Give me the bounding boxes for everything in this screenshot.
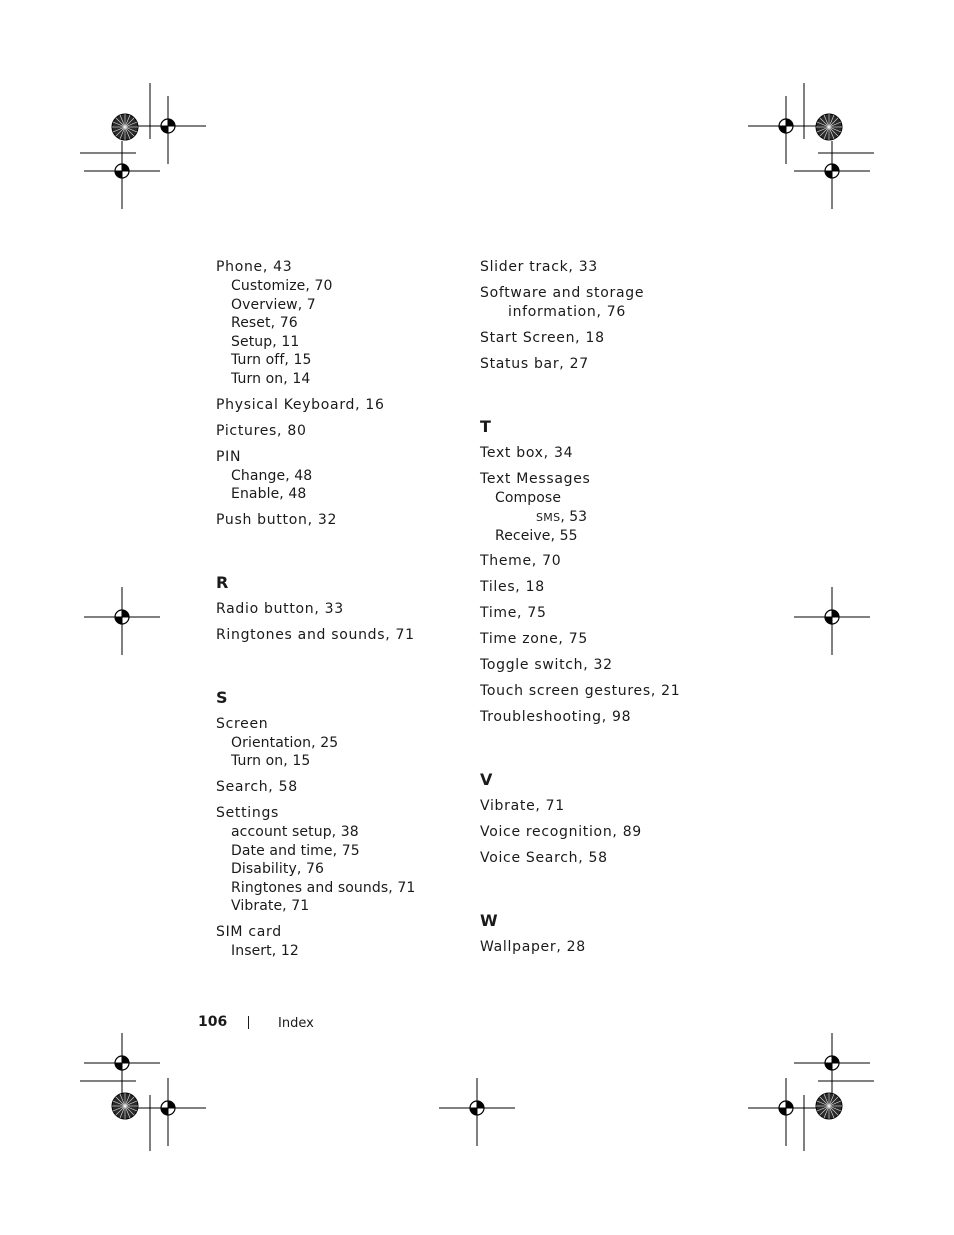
page-number: 106 — [198, 1014, 228, 1030]
index-subterm: Vibrate, 71 — [231, 898, 310, 915]
index-entry — [216, 626, 456, 645]
index-entry — [216, 258, 456, 389]
section-name: Index — [278, 1016, 314, 1031]
index-term: Touch screen gestures, 21 — [480, 683, 681, 700]
index-term: Time, 75 — [480, 605, 547, 622]
index-subterm: Change, 48 — [231, 467, 313, 484]
index-term: PIN — [216, 448, 242, 465]
index-term: Troubleshooting, 98 — [480, 709, 632, 726]
index-subterm: account setup, 38 — [231, 823, 359, 840]
index-term: Settings — [216, 804, 280, 821]
index-subterm: Overview, 7 — [231, 296, 316, 313]
index-subterm: Ringtones and sounds, 71 — [231, 879, 416, 896]
index-subsubterm — [480, 508, 740, 527]
index-subterm: Turn on, 15 — [231, 753, 311, 770]
index-term: Slider track, 33 — [480, 259, 598, 275]
index-entry — [216, 396, 456, 415]
index-term: Toggle switch, 32 — [480, 657, 613, 674]
index-entry — [216, 923, 456, 961]
index-entry — [480, 578, 740, 597]
index-entry — [216, 715, 456, 771]
index-entry — [480, 444, 740, 463]
index-section-letter: S — [216, 687, 228, 707]
index-entry — [480, 284, 740, 322]
index-term: Status bar, 27 — [480, 356, 589, 372]
index-term: Start Screen, 18 — [480, 330, 605, 346]
index-term: Text box, 34 — [480, 445, 574, 461]
index-term: Radio button, 33 — [216, 600, 344, 617]
index-entry — [480, 823, 740, 842]
index-subterm: Setup, 11 — [231, 333, 300, 350]
index-term: Screen — [216, 715, 269, 732]
index-entry — [480, 708, 740, 727]
footer-separator — [248, 1016, 249, 1029]
index-entry — [216, 600, 456, 619]
index-entry — [480, 258, 740, 277]
index-term: Voice Search, 58 — [480, 850, 608, 867]
index-entry — [480, 552, 740, 571]
index-column-right — [480, 258, 740, 964]
index-term: Vibrate, 71 — [480, 798, 565, 815]
index-subterm: Disability, 76 — [231, 861, 324, 878]
index-entry — [480, 630, 740, 649]
index-subterm: Turn off, 15 — [231, 352, 312, 369]
index-section-letter: V — [480, 770, 493, 790]
index-entry — [480, 355, 740, 374]
index-entry — [216, 448, 456, 504]
index-term: Pictures, 80 — [216, 422, 307, 439]
index-entry — [480, 797, 740, 816]
index-entry — [216, 422, 456, 441]
index-term: Time zone, 75 — [480, 631, 588, 648]
index-entry — [480, 604, 740, 623]
index-section-letter: R — [216, 572, 229, 592]
index-term: Theme, 70 — [480, 553, 562, 570]
index-subterm: Orientation, 25 — [231, 734, 339, 751]
index-term: Ringtones and sounds, 71 — [216, 626, 415, 643]
index-term: Voice recognition, 89 — [480, 824, 642, 841]
index-subterm: Enable, 48 — [231, 486, 307, 503]
index-subterm: Turn on, 14 — [231, 370, 311, 387]
index-entry — [480, 849, 740, 868]
index-entry — [480, 656, 740, 675]
index-entry — [216, 804, 456, 916]
index-term-continuation: information, 76 — [508, 304, 627, 320]
index-term: Wallpaper, 28 — [480, 939, 586, 956]
index-entry — [480, 682, 740, 701]
index-section-letter: W — [480, 911, 498, 931]
index-entry — [480, 938, 740, 957]
index-term: Push button, 32 — [216, 511, 338, 528]
index-term: Text Messages — [480, 471, 591, 487]
index-term: Physical Keyboard, 16 — [216, 396, 385, 413]
index-subsubterm-smallcaps: SMS — [536, 510, 561, 524]
index-term: Phone, 43 — [216, 259, 293, 275]
index-entry — [480, 329, 740, 348]
index-entry — [216, 511, 456, 530]
index-subterm: Receive, 55 — [495, 527, 578, 544]
index-subsubterm-page: , 53 — [560, 508, 588, 525]
index-subterm: Date and time, 75 — [231, 842, 360, 859]
index-section-letter: T — [480, 417, 491, 436]
index-subterm: Insert, 12 — [231, 942, 299, 959]
index-column-left — [216, 258, 456, 968]
index-term: Search, 58 — [216, 778, 298, 795]
index-term: Tiles, 18 — [480, 579, 545, 596]
index-subterm: Reset, 76 — [231, 315, 298, 332]
index-entry — [216, 778, 456, 797]
index-subterm: Compose — [495, 490, 562, 506]
index-term: SIM card — [216, 923, 282, 940]
index-term: Software and storage — [480, 285, 645, 301]
index-subterm: Customize, 70 — [231, 278, 333, 294]
index-entry — [480, 470, 740, 545]
